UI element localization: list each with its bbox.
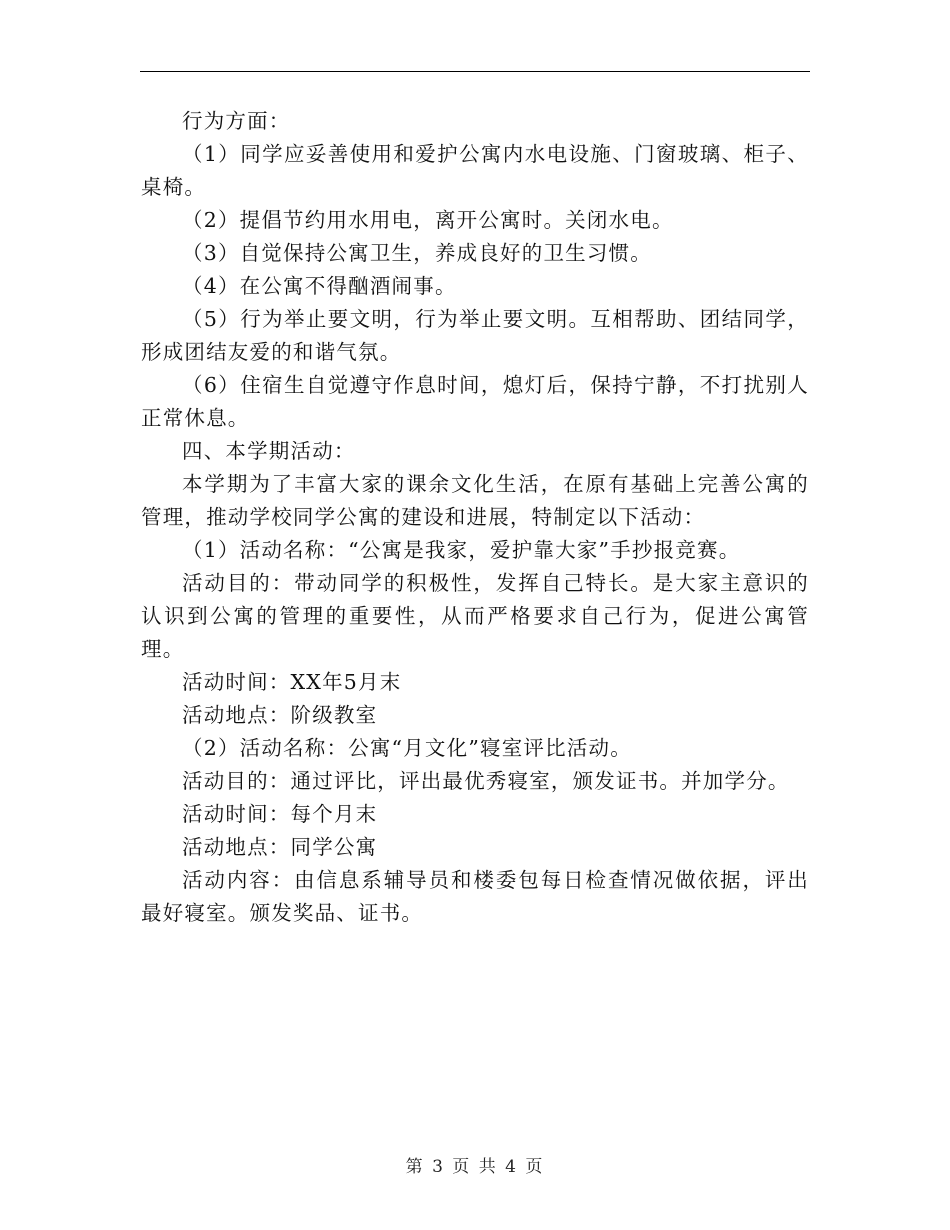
activity-2-purpose: 活动目的：通过评比，评出最优秀寝室，颁发证书。并加学分。: [182, 769, 790, 793]
paragraph-rule-6: （6）住宿生自觉遵守作息时间，熄灯后，保持宁静，不打扰别人正常休息。: [141, 373, 809, 430]
paragraph-rule-1: （1）同学应妥善使用和爱护公寓内水电设施、门窗玻璃、柜子、桌椅。: [141, 142, 809, 199]
section-heading-activities: 四、本学期活动：: [182, 439, 356, 463]
activity-1-name: （1）活动名称：“公寓是我家，爱护靠大家”手抄报竞赛。: [182, 538, 741, 562]
activity-2-content: 活动内容：由信息系辅导员和楼委包每日检查情况做依据，评出最好寝室。颁发奖品、证书。: [141, 868, 809, 925]
activity-1-purpose: 活动目的：带动同学的积极性，发挥自己特长。是大家主意识的认识到公寓的管理的重要性，从而严格要求自己行为，促进公寓管理。: [141, 571, 809, 661]
page-footer: [0, 1152, 950, 1177]
activity-2-location: 活动地点：同学公寓: [182, 835, 378, 859]
paragraph-rule-2: （2）提倡节约用水用电，离开公寓时。关闭水电。: [182, 208, 674, 232]
paragraph-activities-intro: 本学期为了丰富大家的课余文化生活，在原有基础上完善公寓的管理，推动学校同学公寓的建设和进展，特制定以下活动：: [141, 472, 809, 529]
activity-1-time: 活动时间：XX年5月末: [182, 670, 402, 694]
paragraph-rule-5: （5）行为举止要文明，行为举止要文明。互相帮助、团结同学，形成团结友爱的和谐气氛。: [141, 307, 809, 364]
paragraph-behavior-heading: 行为方面：: [182, 109, 291, 133]
page-number-text: 第 3 页 共 4 页: [405, 1157, 545, 1177]
activity-2-name: （2）活动名称：公寓“月文化”寝室评比活动。: [182, 736, 632, 760]
header-rule: [140, 71, 810, 72]
activity-2-time: 活动时间：每个月末: [182, 802, 378, 826]
paragraph-rule-3: （3）自觉保持公寓卫生，养成良好的卫生习惯。: [182, 241, 652, 265]
document-body: [141, 105, 809, 930]
paragraph-rule-4: （4）在公寓不得酗酒闹事。: [182, 274, 457, 298]
activity-1-location: 活动地点：阶级教室: [182, 703, 378, 727]
